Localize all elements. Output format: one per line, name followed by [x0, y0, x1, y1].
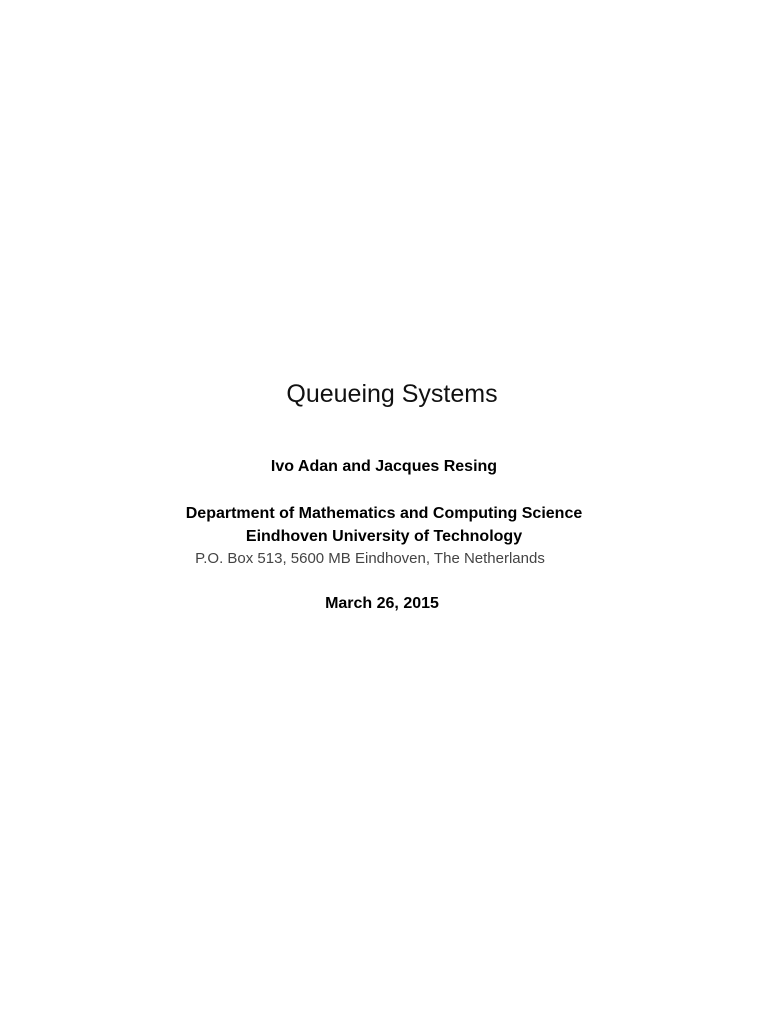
university: Eindhoven University of Technology	[245, 528, 523, 545]
authors: Ivo Adan and Jacques Resing	[270, 458, 498, 475]
document-title: Queueing Systems	[286, 380, 498, 408]
publication-date: March 26, 2015	[325, 595, 439, 612]
department: Department of Mathematics and Computing Science	[185, 505, 583, 522]
postal-address: P.O. Box 513, 5600 MB Eindhoven, The Netherlands	[195, 550, 545, 567]
